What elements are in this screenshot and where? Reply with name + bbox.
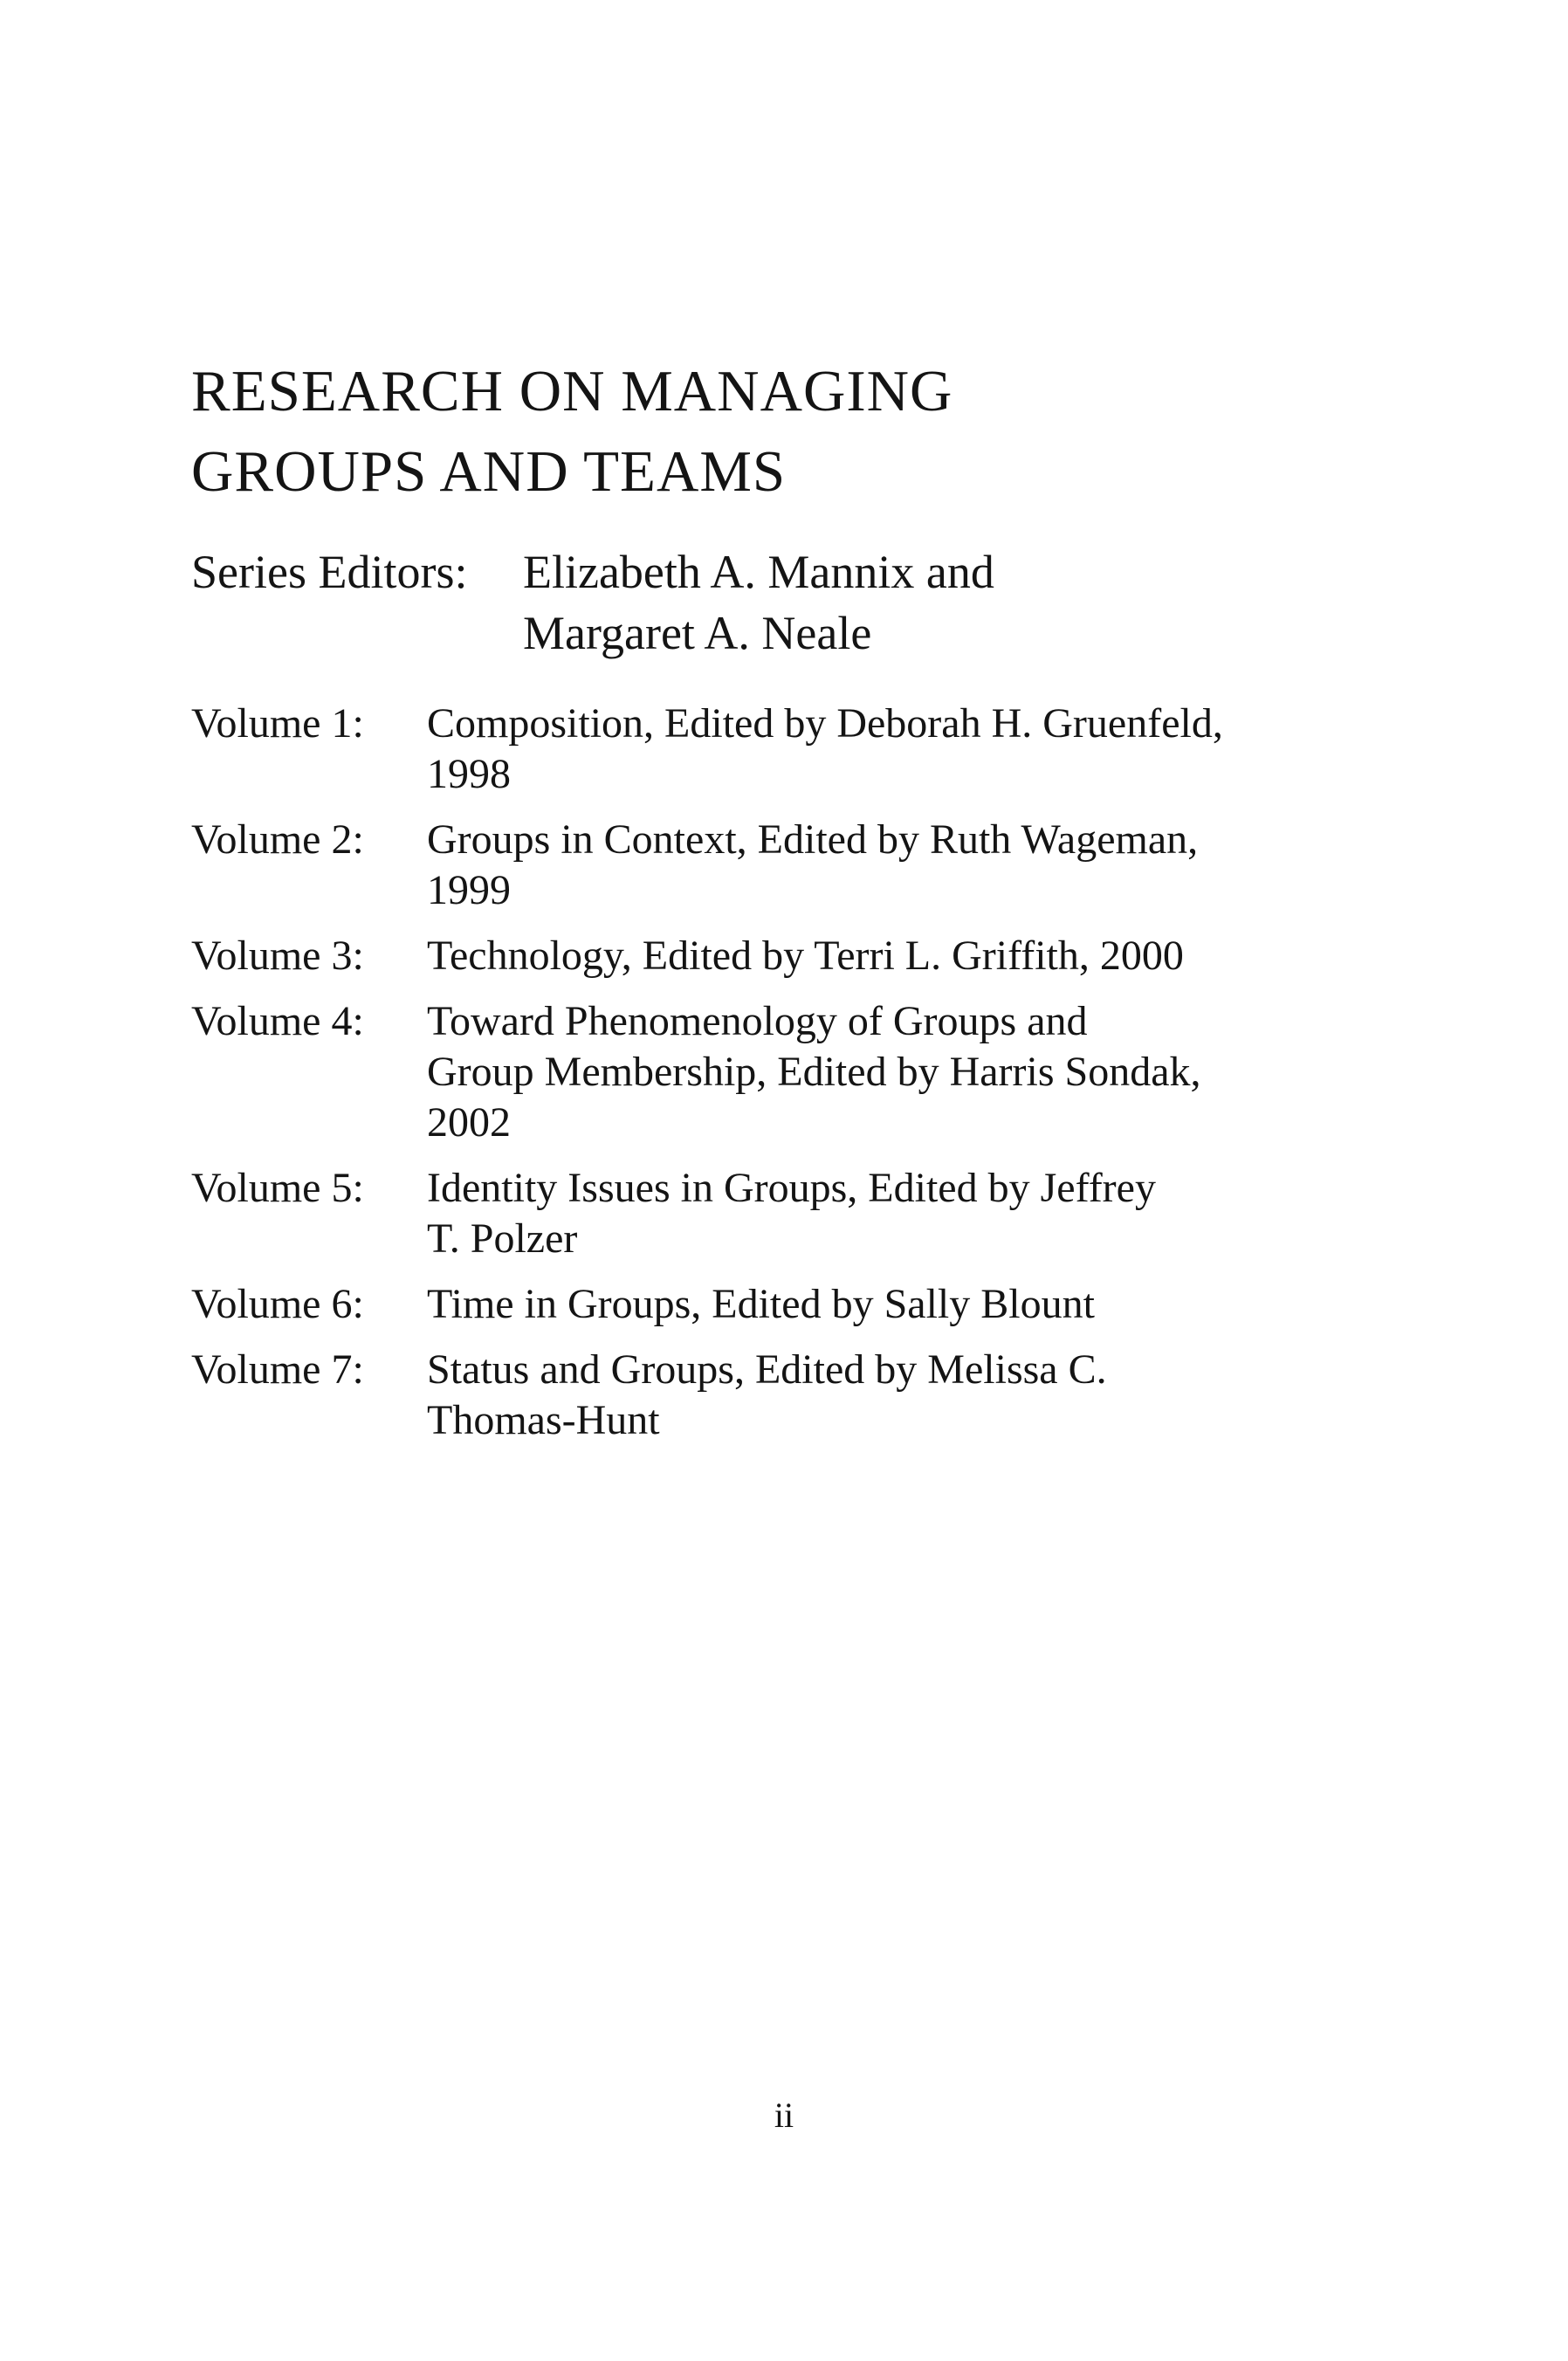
editor-name-line: Elizabeth A. Mannix and [523, 546, 994, 598]
editor-name-line: Margaret A. Neale [523, 607, 872, 659]
volume-description-line: T. Polzer [427, 1215, 578, 1262]
volume-description [427, 996, 1344, 1148]
volume-description-line: Group Membership, Edited by Harris Sondak, [427, 1049, 1201, 1095]
series-title-line: GROUPS AND TEAMS [191, 439, 787, 504]
volume-description [427, 931, 1344, 981]
volume-description-line: Composition, Edited by Deborah H. Gruenfeld, [427, 700, 1223, 747]
volume-entry [191, 1163, 1413, 1264]
volume-entry [191, 1345, 1413, 1446]
volume-list [191, 699, 1413, 1461]
page-number: ii [774, 2096, 794, 2135]
volume-entry [191, 996, 1413, 1148]
volume-label: Volume 7: [191, 1346, 364, 1393]
volume-description-line: 1998 [427, 751, 511, 797]
volume-entry [191, 815, 1413, 916]
series-title-line: RESEARCH ON MANAGING [191, 359, 953, 423]
volume-description-line: Groups in Context, Edited by Ruth Wageman, [427, 816, 1199, 863]
volume-description-line: Toward Phenomenology of Groups and [427, 998, 1088, 1044]
series-title [191, 351, 1413, 512]
volume-description [427, 815, 1344, 916]
volume-label: Volume 2: [191, 816, 364, 863]
volume-description-line: Identity Issues in Groups, Edited by Jeffrey [427, 1165, 1156, 1211]
volume-description [427, 1279, 1344, 1330]
volume-entry [191, 699, 1413, 800]
series-editors-names [523, 541, 994, 664]
volume-description-line: 1999 [427, 867, 511, 913]
volume-label: Volume 5: [191, 1165, 364, 1211]
volume-entry [191, 931, 1413, 981]
volume-label: Volume 4: [191, 998, 364, 1044]
series-editors-label: Series Editors: [191, 546, 468, 598]
volume-entry [191, 1279, 1413, 1330]
volume-description [427, 699, 1344, 800]
volume-description [427, 1163, 1344, 1264]
volume-description-line: Status and Groups, Edited by Melissa C. [427, 1346, 1107, 1393]
volume-description-line: Time in Groups, Edited by Sally Blount [427, 1281, 1095, 1327]
series-editors [191, 541, 1413, 664]
volume-label: Volume 6: [191, 1281, 364, 1327]
volume-description-line: Thomas-Hunt [427, 1397, 660, 1443]
volume-description-line: 2002 [427, 1099, 511, 1146]
volume-label: Volume 3: [191, 933, 364, 979]
volume-label: Volume 1: [191, 700, 364, 747]
volume-description [427, 1345, 1344, 1446]
volume-description-line: Technology, Edited by Terri L. Griffith, 2000 [427, 933, 1184, 979]
